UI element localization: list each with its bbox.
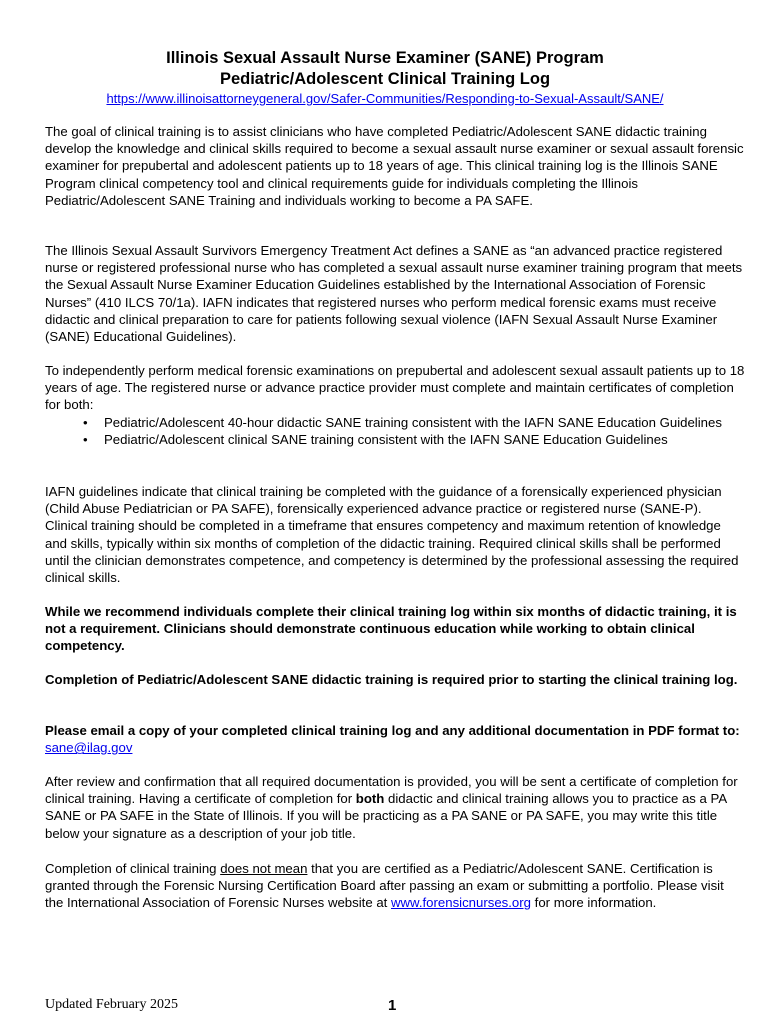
certification-text-c: for more information. [531, 895, 657, 911]
list-item [45, 431, 745, 448]
recommendation-notice: While we recommend individuals complete their clinical training log within six months of didactic training, it is not a requirement. Clinicians should demonstrate continuous education while working to obtain clinical competency. [45, 604, 737, 654]
iafn-guidelines-paragraph: IAFN guidelines indicate that clinical training be completed with the guidance of a forensically experienced physician (Child Abuse Pediatrician or PA SAFE), forensically experienced advance practice or registered nurse (SANE-P). Clinical training should be completed in a timeframe that ensures competency and maximum retention of knowledge and skills, typically within six months of completion of the didactic training. Required clinical skills shall be performed until the clinician demonstrates competence, and competency is determined by the professional assessing the required clinical skills. [45, 484, 739, 586]
list-item [45, 414, 745, 431]
intro-paragraph: The goal of clinical training is to assist clinicians who have completed Pediatric/Adolescent SANE didactic training develop the knowledge and clinical skills required to become a sexual assault nurse examiner or sexual assault forensic examiner for prepubertal and adolescent patients up to 18 years of age. This clinical training log is the Illinois SANE Program clinical competency tool and clinical requirements guide for individuals completing the Illinois Pediatric/Adolescent SANE Training and individuals working to become a PA SAFE. [45, 124, 744, 208]
document-title-line1: Illinois Sexual Assault Nurse Examiner (SANE) Program [166, 49, 604, 67]
certificate-text-a: After review and confirmation that all required documentation is provided, you will be sent a certificate of completion for clinical training. Having a certificate of completion for [45, 774, 738, 807]
certificate-info-paragraph [45, 773, 745, 842]
act-definition-paragraph: The Illinois Sexual Assault Survivors Emergency Treatment Act defines a SANE as “an advanced practice registered nurse or registered professional nurse who has completed a sexual assault nurse examiner training program that meets the Sexual Assault Nurse Examiner Education Guidelines established by the International Association of Forensic Nurses” (410 ILCS 70/1a). IAFN indicates that registered nurses who perform medical forensic exams must receive didactic and clinical preparation to care for patients following sexual violence (IAFN Sexual Assault Nurse Examiner (SANE) Educational Guidelines). [45, 243, 743, 345]
bullet-icon: • [83, 432, 88, 448]
page-number: 1 [388, 997, 397, 1014]
program-url-link[interactable]: https://www.illinoisattorneygeneral.gov/Safer-Communities/Responding-to-Sexual-Assault/SANE/ [106, 91, 664, 106]
certification-paragraph [45, 860, 745, 912]
list-item-text: Pediatric/Adolescent clinical SANE training consistent with the IAFN SANE Education Guidelines [104, 432, 668, 448]
certificate-list [45, 414, 745, 448]
list-item-text: Pediatric/Adolescent 40-hour didactic SANE training consistent with the IAFN SANE Education Guidelines [104, 415, 722, 430]
certificate-text-b: didactic and clinical training allows you to practice as a PA SANE or PA SAFE in the State of Illinois. If you will be practicing as a PA SANE or PA SAFE, you may write this title below your signature as a description of your job title. [45, 791, 727, 841]
submission-text: Please email a copy of your completed clinical training log and any additional documentation in PDF format to: [45, 723, 740, 738]
certificate-text-bold: both [355, 791, 385, 807]
submission-instructions [45, 722, 745, 756]
forensicnurses-link[interactable]: www.forensicnurses.org [391, 895, 531, 911]
document-title-line2: Pediatric/Adolescent Clinical Training Log [219, 70, 551, 88]
prerequisite-notice: Completion of Pediatric/Adolescent SANE didactic training is required prior to starting the clinical training log. [45, 672, 738, 687]
bullet-icon: • [83, 415, 88, 430]
certification-text-b: that you are certified as a Pediatric/Adolescent SANE. Certification is granted through the Forensic Nursing Certification Board after passing an exam or submitting a portfolio. Please visit the International Association of Forensic Nurses website at [45, 861, 724, 911]
email-link[interactable]: sane@ilag.gov [45, 740, 133, 756]
certification-text-underlined: does not mean [220, 861, 308, 876]
updated-date: Updated February 2025 [45, 997, 178, 1012]
requirements-paragraph: To independently perform medical forensic examinations on prepubertal and adolescent sexual assault patients up to 18 years of age. The registered nurse or advance practice provider must complete and maintain certificates of completion for both: [45, 363, 745, 413]
certification-text-a: Completion of clinical training [45, 861, 221, 876]
